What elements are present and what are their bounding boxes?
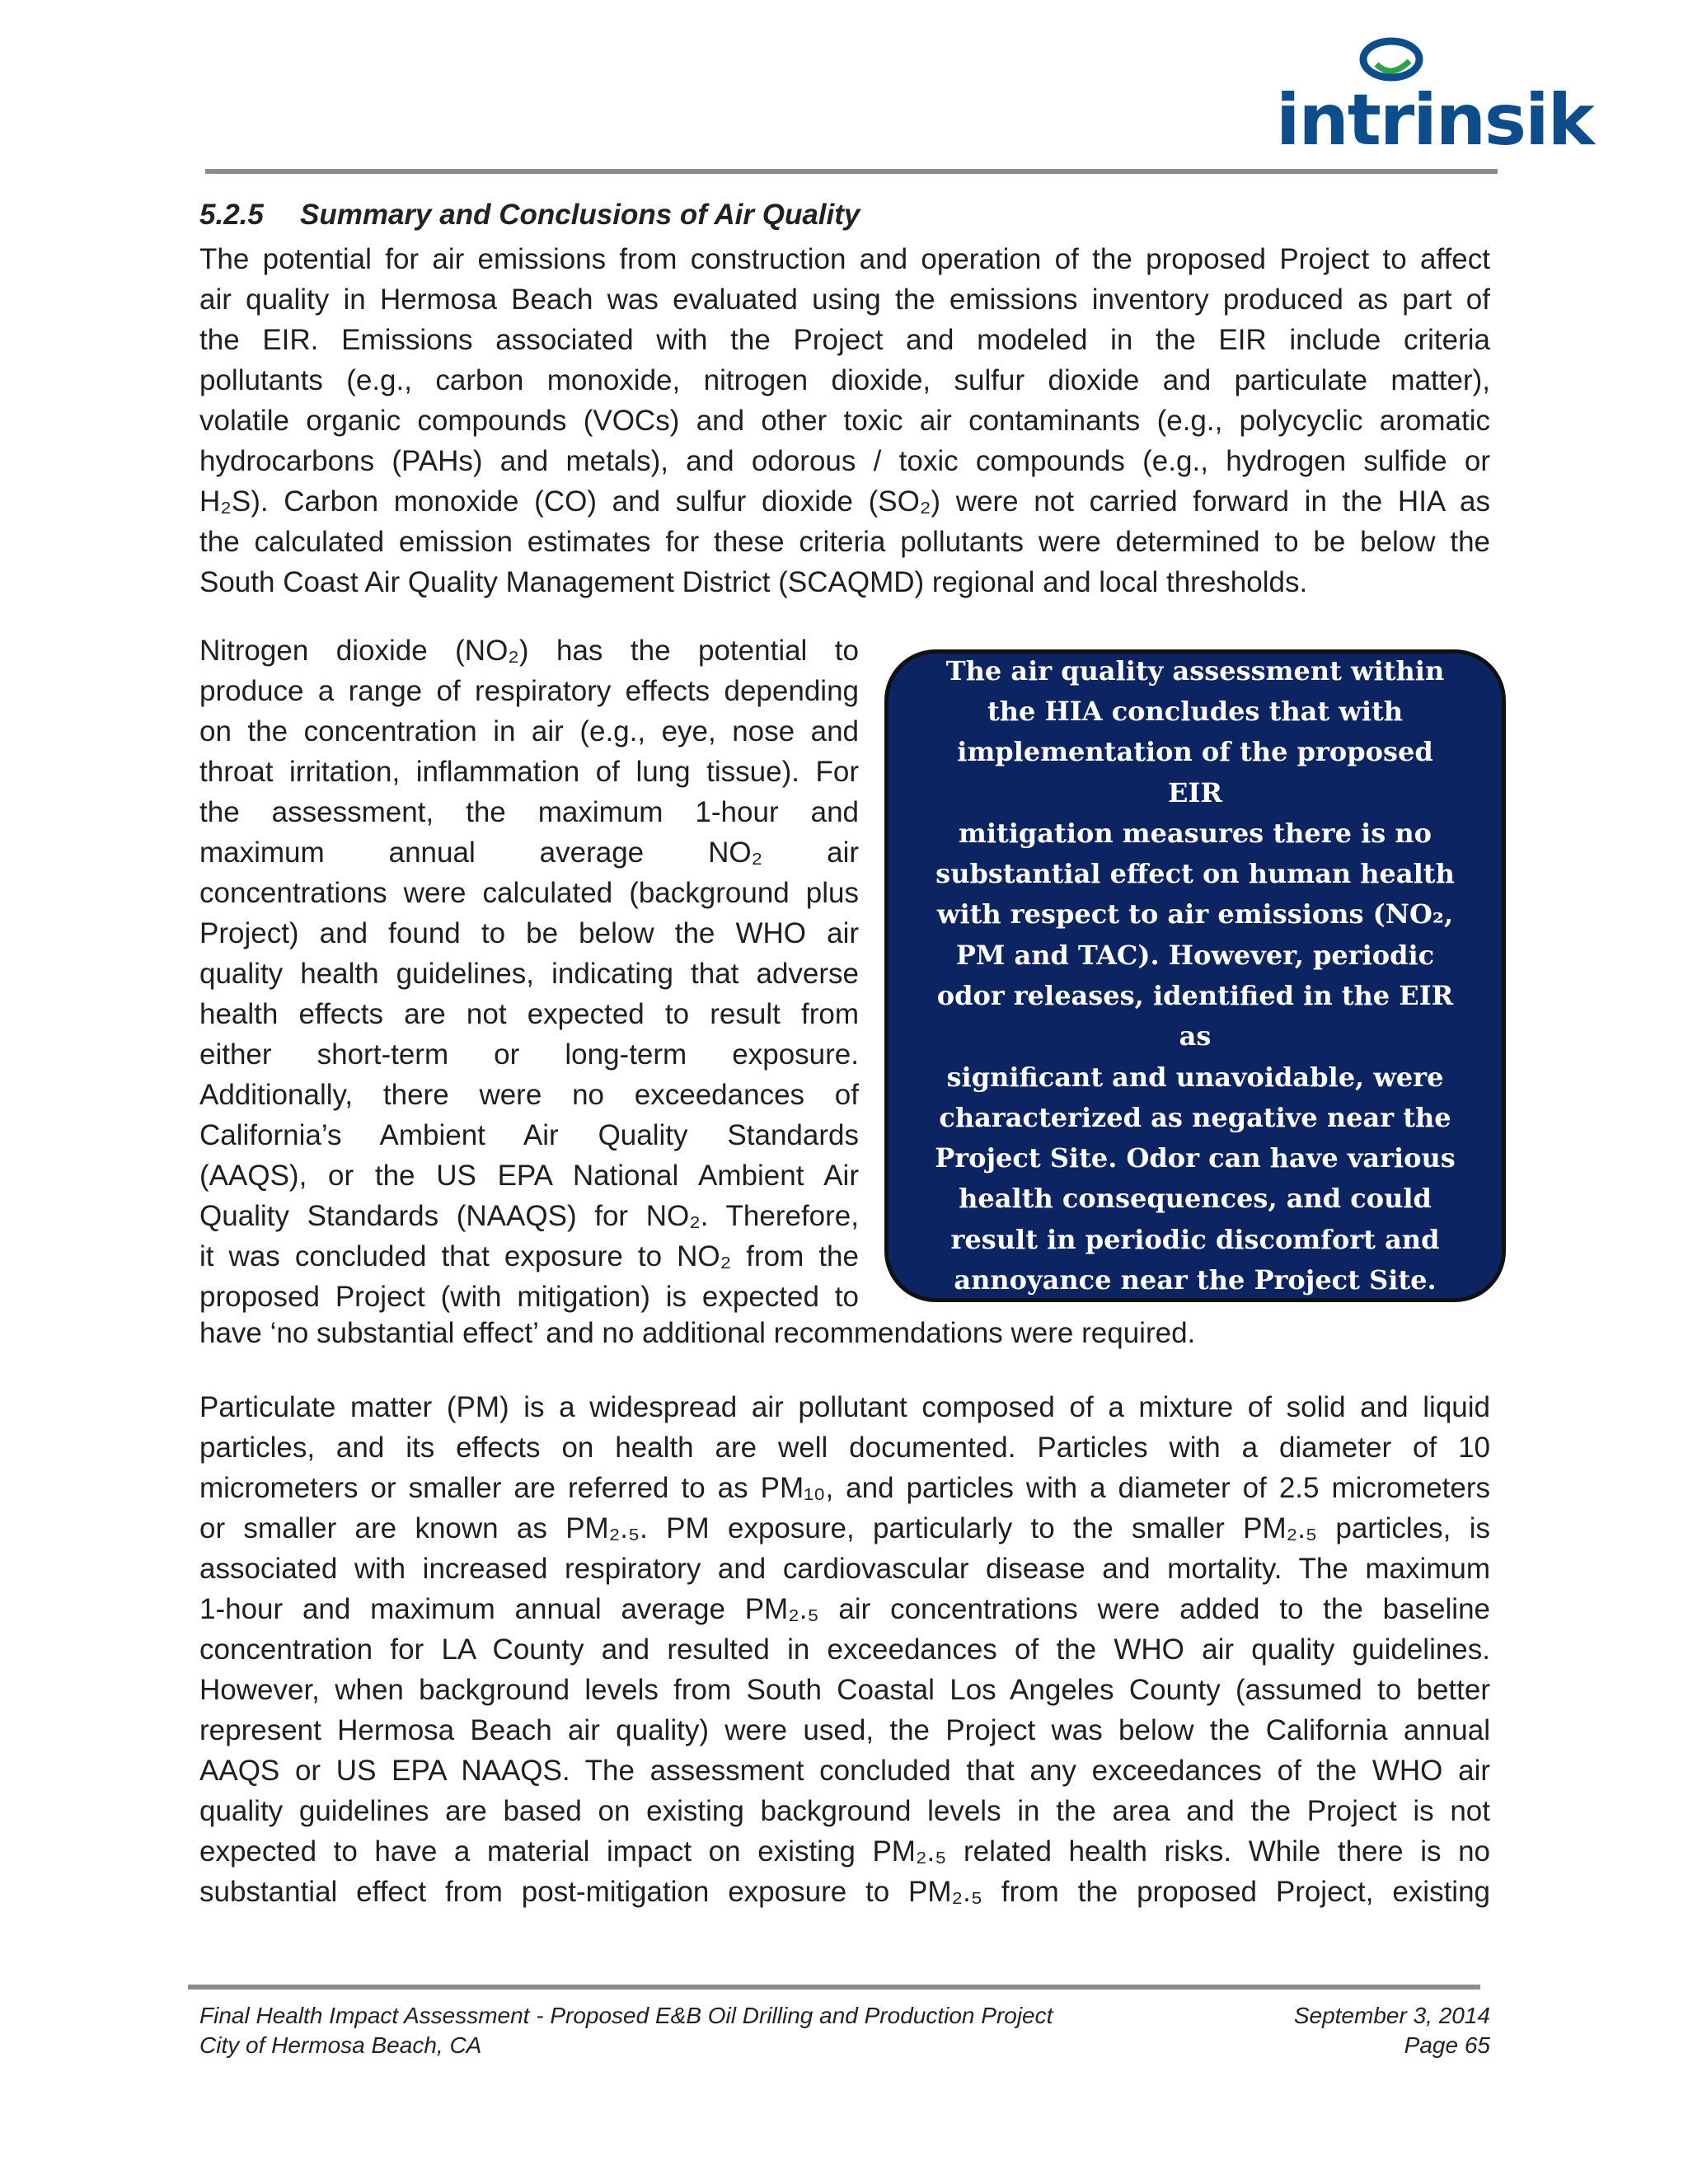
text-line: it was concluded that exposure to NO₂ from the <box>199 1240 859 1272</box>
text-line: or smaller are known as PM₂.₅. PM exposure, particularly to the smaller PM₂.₅ particles, is <box>199 1512 1490 1544</box>
footer-line-2 <box>199 2031 1490 2060</box>
text-line: substantial effect from post-mitigation exposure to PM₂.₅ from the proposed Project, existing <box>199 1876 1490 1908</box>
text-line: throat irritation, inflammation of lung tissue). For <box>199 756 859 788</box>
logo-ring-icon <box>1358 36 1424 82</box>
text-line: either short-term or long-term exposure. <box>199 1038 859 1071</box>
paragraph-no2 <box>199 630 859 1317</box>
text-line: concentrations were calculated (background plus <box>199 877 859 909</box>
text-line: air quality in Hermosa Beach was evaluated using the emissions inventory produced as part of <box>199 284 1490 316</box>
text-line: associated with increased respiratory and cardiovascular disease and mortality. The maximum <box>199 1553 1490 1585</box>
text-line: the EIR. Emissions associated with the Project and modeled in the EIR include criteria <box>199 324 1490 356</box>
text-line: Particulate matter (PM) is a widespread air pollutant composed of a mixture of solid and liquid <box>199 1391 1490 1423</box>
callout-line: substantial effect on human health <box>935 858 1455 890</box>
text-line: represent Hermosa Beach air quality) were used, the Project was below the California annual <box>199 1714 1490 1746</box>
header-rule <box>205 169 1498 174</box>
callout-line: characterized as negative near the <box>939 1101 1451 1133</box>
footer-rule <box>188 1985 1480 1990</box>
callout-line: with respect to air emissions (NO₂, <box>936 898 1454 930</box>
callout-line: mitigation measures there is no <box>958 817 1432 849</box>
paragraph-intro <box>199 239 1490 602</box>
text-line: Nitrogen dioxide (NO₂) has the potential to <box>199 635 859 667</box>
paragraph-particulate-matter <box>199 1387 1490 1912</box>
intrinsik-logo <box>1276 30 1593 162</box>
footer-document-title: Final Health Impact Assessment - Proposed E&B Oil Drilling and Production Project <box>199 2003 1053 2028</box>
text-line: maximum annual average NO₂ air <box>199 837 859 869</box>
text-line: volatile organic compounds (VOCs) and other toxic air contaminants (e.g., polycyclic aromatic <box>199 405 1490 437</box>
text-line: H₂S). Carbon monoxide (CO) and sulfur dioxide (SO₂) were not carried forward in the HIA as <box>199 485 1490 518</box>
text-line: micrometers or smaller are referred to as PM₁₀, and particles with a diameter of 2.5 micrometers <box>199 1472 1490 1504</box>
text-line: health effects are not expected to result from <box>199 998 859 1030</box>
text-line: Additionally, there were no exceedances of <box>199 1079 859 1111</box>
text-line: quality health guidelines, indicating that adverse <box>199 958 859 990</box>
text-line: California’s Ambient Air Quality Standards <box>199 1119 859 1151</box>
callout-line: The air quality assessment within <box>945 654 1445 687</box>
footer-line-1 <box>199 2001 1490 2031</box>
callout-text <box>889 651 1502 1301</box>
callout-line: significant and unavoidable, were <box>946 1061 1444 1093</box>
text-line: expected to have a material impact on existing PM₂.₅ related health risks. While there is no <box>199 1835 1490 1868</box>
section-number: 5.2.5 <box>199 199 264 231</box>
callout-line: the HIA concludes that with <box>987 695 1404 727</box>
logo-wordmark: intrinsik <box>1276 79 1593 162</box>
text-line: AAQS or US EPA NAAQS. The assessment concluded that any exceedances of the WHO air <box>199 1755 1490 1787</box>
footer-page-number: Page 65 <box>1404 2032 1490 2058</box>
text-line: the calculated emission estimates for these criteria pollutants were determined to be below the <box>199 526 1490 558</box>
callout-line: result in periodic discomfort and <box>950 1223 1440 1255</box>
summary-callout-box <box>884 649 1506 1302</box>
text-line: Project) and found to be below the WHO air <box>199 917 859 949</box>
text-line: concentration for LA County and resulted in exceedances of the WHO air quality guidelines. <box>199 1633 1490 1666</box>
text-line: 1-hour and maximum annual average PM₂.₅ air concentrations were added to the baseline <box>199 1593 1490 1625</box>
text-line: (AAQS), or the US EPA National Ambient Air <box>199 1160 859 1192</box>
callout-line: PM and TAC). However, periodic <box>955 939 1435 971</box>
footer-date: September 3, 2014 <box>1293 2003 1490 2028</box>
section-title: Summary and Conclusions of Air Quality <box>300 199 860 231</box>
callout-line: health consequences, and could <box>959 1183 1432 1215</box>
text-line: particles, and its effects on health are well documented. Particles with a diameter of 10 <box>199 1432 1490 1464</box>
text-line: hydrocarbons (PAHs) and metals), and odorous / toxic compounds (e.g., hydrogen sulfide or <box>199 445 1490 477</box>
paragraph-no2-tail <box>199 1313 1490 1353</box>
callout-line: annoyance near the Project Site. <box>954 1264 1437 1296</box>
text-line: Quality Standards (NAAQS) for NO₂. Therefore, <box>199 1200 859 1232</box>
text-line: the assessment, the maximum 1-hour and <box>199 796 859 828</box>
callout-line: implementation of the proposed EIR <box>957 736 1433 808</box>
callout-line: Project Site. Odor can have various <box>935 1142 1456 1174</box>
text-line: have ‘no substantial effect’ and no additional recommendations were required. <box>199 1317 1196 1349</box>
section-heading <box>199 199 860 232</box>
text-line: However, when background levels from South Coastal Los Angeles County (assumed to better <box>199 1674 1490 1706</box>
callout-line: odor releases, identified in the EIR as <box>936 980 1454 1052</box>
text-line: produce a range of respiratory effects depending <box>199 675 859 707</box>
text-line: The potential for air emissions from construction and operation of the proposed Project to affect <box>199 243 1490 275</box>
footer-location: City of Hermosa Beach, CA <box>199 2032 482 2058</box>
text-line: quality guidelines are based on existing background levels in the area and the Project is not <box>199 1795 1490 1827</box>
text-line: pollutants (e.g., carbon monoxide, nitrogen dioxide, sulfur dioxide and particulate matter), <box>199 364 1490 396</box>
text-line: on the concentration in air (e.g., eye, nose and <box>199 715 859 748</box>
text-line: proposed Project (with mitigation) is expected to <box>199 1281 859 1313</box>
text-line: South Coast Air Quality Management District (SCAQMD) regional and local thresholds. <box>199 566 1308 598</box>
